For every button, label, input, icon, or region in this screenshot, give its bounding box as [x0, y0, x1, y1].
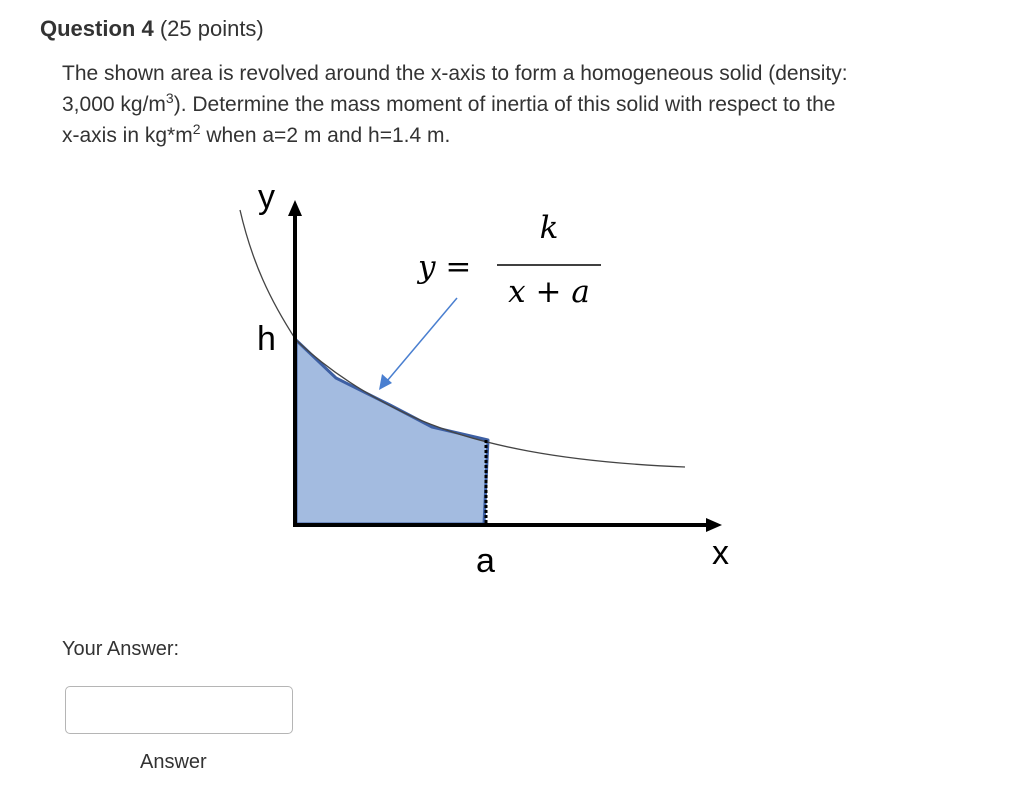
- prompt-line-3: [62, 120, 962, 151]
- prompt-line-2-start: 3,000 kg/m: [62, 93, 166, 116]
- prompt-line-3-end: when a=2 m and h=1.4 m.: [200, 124, 451, 147]
- prompt-line-2-end: ). Determine the mass moment of inertia of this solid with respect to the: [173, 93, 836, 116]
- h-label: h: [257, 320, 276, 358]
- x-axis-label: x: [712, 534, 729, 572]
- y-axis-label: y: [258, 178, 275, 216]
- prompt-line-1: The shown area is revolved around the x-axis to form a homogeneous solid (density:: [62, 62, 848, 85]
- curve: [240, 210, 685, 467]
- question-header: [40, 14, 264, 44]
- pointer-arrow: [387, 298, 457, 381]
- a-label: a: [476, 542, 495, 580]
- question-title: Question 4: [40, 16, 154, 41]
- question-points: (25 points): [159, 16, 264, 41]
- equation-lhs: y =: [418, 249, 472, 285]
- equation-numerator: k: [539, 210, 559, 246]
- x-axis-arrowhead: [706, 518, 722, 532]
- prompt-line-2-superscript: 3: [165, 90, 174, 106]
- prompt-line-3-superscript: 2: [192, 121, 201, 137]
- equation-denominator: x + a: [508, 274, 590, 310]
- answer-label: Your Answer:: [62, 638, 180, 660]
- question-prompt: [62, 58, 962, 151]
- prompt-line-3-start: x-axis in kg*m: [62, 124, 193, 147]
- answer-input[interactable]: [65, 686, 293, 734]
- pointer-arrowhead: [379, 374, 392, 390]
- prompt-line-2: [62, 89, 962, 120]
- y-axis-arrowhead: [288, 200, 302, 216]
- answer-caption: Answer: [140, 751, 207, 773]
- shaded-region: [296, 340, 488, 524]
